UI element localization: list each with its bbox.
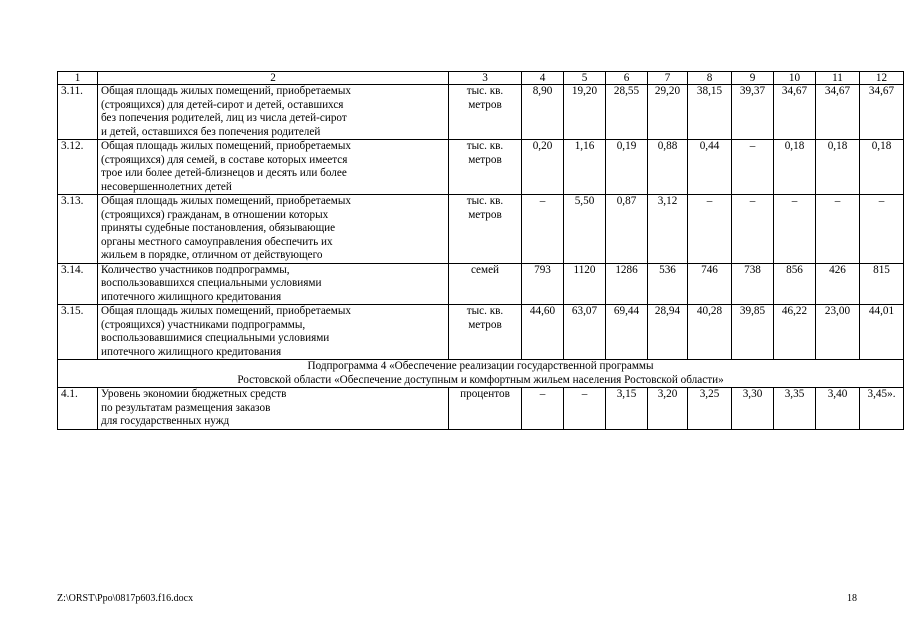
value-cell: 28,55 bbox=[606, 85, 648, 140]
value-cell: 1120 bbox=[564, 263, 606, 305]
value-cell: 34,67 bbox=[774, 85, 816, 140]
value-cell: 0,18 bbox=[860, 140, 904, 195]
table-row bbox=[58, 85, 904, 140]
value-cell: 746 bbox=[688, 263, 732, 305]
value-cell: 3,15 bbox=[606, 388, 648, 430]
value-cell: – bbox=[732, 140, 774, 195]
value-cell: 34,67 bbox=[860, 85, 904, 140]
text-line: трое или более детей-близнецов и десять или более bbox=[101, 167, 347, 179]
value-cell: 19,20 bbox=[564, 85, 606, 140]
document-path: Z:\ORST\Ppo\0817p603.f16.docx bbox=[57, 593, 194, 604]
text-line: Общая площадь жилых помещений, приобретаемых bbox=[101, 85, 351, 97]
text-line: тыс. кв. bbox=[466, 140, 504, 152]
value-cell: 1,16 bbox=[564, 140, 606, 195]
text-line: без попечения родителей, лиц из числа детей-сирот bbox=[101, 112, 347, 124]
value-cell: 5,50 bbox=[564, 195, 606, 264]
value-cell: 0,19 bbox=[606, 140, 648, 195]
header-cell: 11 bbox=[816, 72, 860, 85]
text-line: (строящихся) для детей-сирот и детей, оставшихся bbox=[101, 98, 344, 111]
text-line: Ростовской области «Обеспечение доступным и комфортным жильем населения Ростовской области» bbox=[237, 373, 724, 386]
indicator-description bbox=[98, 388, 449, 430]
value-cell: 3,45». bbox=[860, 388, 904, 430]
table-row bbox=[58, 263, 904, 305]
indicator-description bbox=[98, 140, 449, 195]
value-cell: 39,37 bbox=[732, 85, 774, 140]
value-cell: 0,44 bbox=[688, 140, 732, 195]
text-line: для государственных нужд bbox=[101, 415, 230, 427]
header-cell: 2 bbox=[98, 72, 449, 85]
value-cell: 738 bbox=[732, 263, 774, 305]
text-line: Общая площадь жилых помещений, приобретаемых bbox=[101, 195, 351, 207]
value-cell: 0,87 bbox=[606, 195, 648, 264]
text-line: ипотечного жилищного кредитования bbox=[101, 345, 282, 358]
row-number: 4.1. bbox=[58, 388, 98, 430]
value-cell: 39,85 bbox=[732, 305, 774, 360]
indicator-description bbox=[98, 85, 449, 140]
text-line: (строящихся) для семей, в составе которых имеется bbox=[101, 153, 348, 166]
header-cell: 8 bbox=[688, 72, 732, 85]
text-line: метров bbox=[468, 98, 502, 111]
text-line: Общая площадь жилых помещений, приобретаемых bbox=[101, 140, 351, 152]
text-line: несовершеннолетних детей bbox=[101, 180, 232, 193]
value-cell: 34,67 bbox=[816, 85, 860, 140]
header-cell: 5 bbox=[564, 72, 606, 85]
value-cell: – bbox=[522, 388, 564, 430]
value-cell: – bbox=[774, 195, 816, 264]
value-cell: 793 bbox=[522, 263, 564, 305]
row-number: 3.12. bbox=[58, 140, 98, 195]
table-row bbox=[58, 388, 904, 430]
subprogram-heading-row bbox=[58, 360, 904, 388]
text-line: Количество участников подпрограммы, bbox=[101, 263, 290, 276]
text-line: по результатам размещения заказов bbox=[101, 401, 271, 414]
header-cell: 9 bbox=[732, 72, 774, 85]
value-cell: – bbox=[860, 195, 904, 264]
value-cell: 8,90 bbox=[522, 85, 564, 140]
value-cell: 0,18 bbox=[774, 140, 816, 195]
value-cell: 38,15 bbox=[688, 85, 732, 140]
page-number: 18 bbox=[847, 593, 857, 604]
text-line: тыс. кв. bbox=[466, 305, 504, 317]
value-cell: 44,01 bbox=[860, 305, 904, 360]
value-cell: 815 bbox=[860, 263, 904, 305]
value-cell: 3,25 bbox=[688, 388, 732, 430]
column-number-row bbox=[58, 72, 904, 85]
value-cell: 0,18 bbox=[816, 140, 860, 195]
header-cell: 12 bbox=[860, 72, 904, 85]
header-cell: 4 bbox=[522, 72, 564, 85]
value-cell: 69,44 bbox=[606, 305, 648, 360]
value-cell: 40,28 bbox=[688, 305, 732, 360]
text-line: воспользовавшихся специальными условиями bbox=[101, 277, 322, 289]
table-row bbox=[58, 305, 904, 360]
value-cell: 0,20 bbox=[522, 140, 564, 195]
value-cell: – bbox=[688, 195, 732, 264]
value-cell: 3,40 bbox=[816, 388, 860, 430]
indicator-description bbox=[98, 263, 449, 305]
text-line: органы местного самоуправления обеспечить их bbox=[101, 235, 333, 248]
value-cell: 3,12 bbox=[648, 195, 688, 264]
table-row bbox=[58, 195, 904, 264]
value-cell: 1286 bbox=[606, 263, 648, 305]
value-cell: 426 bbox=[816, 263, 860, 305]
text-line: семей bbox=[470, 263, 500, 276]
text-line: метров bbox=[468, 208, 502, 221]
text-line: метров bbox=[468, 318, 502, 331]
value-cell: 856 bbox=[774, 263, 816, 305]
row-number: 3.15. bbox=[58, 305, 98, 360]
text-line: и детей, оставшихся без попечения родителей bbox=[101, 125, 321, 138]
value-cell: 0,88 bbox=[648, 140, 688, 195]
value-cell: – bbox=[816, 195, 860, 264]
indicator-description bbox=[98, 195, 449, 264]
subprogram-heading bbox=[58, 360, 904, 388]
value-cell: 63,07 bbox=[564, 305, 606, 360]
text-line: Общая площадь жилых помещений, приобретаемых bbox=[101, 305, 351, 317]
row-number: 3.11. bbox=[58, 85, 98, 140]
unit-of-measure bbox=[449, 388, 522, 430]
row-number: 3.13. bbox=[58, 195, 98, 264]
value-cell: 3,20 bbox=[648, 388, 688, 430]
header-cell: 10 bbox=[774, 72, 816, 85]
text-line: ипотечного жилищного кредитования bbox=[101, 290, 282, 303]
indicator-description bbox=[98, 305, 449, 360]
unit-of-measure bbox=[449, 85, 522, 140]
text-line: воспользовавшимися специальными условиями bbox=[101, 332, 330, 344]
value-cell: 29,20 bbox=[648, 85, 688, 140]
value-cell: 28,94 bbox=[648, 305, 688, 360]
unit-of-measure bbox=[449, 263, 522, 305]
value-cell: – bbox=[732, 195, 774, 264]
text-line: (строящихся) участниками подпрограммы, bbox=[101, 318, 306, 331]
value-cell: 44,60 bbox=[522, 305, 564, 360]
table-row bbox=[58, 140, 904, 195]
value-cell: 23,00 bbox=[816, 305, 860, 360]
indicators-table bbox=[57, 71, 904, 430]
value-cell: – bbox=[564, 388, 606, 430]
text-line: тыс. кв. bbox=[466, 195, 504, 207]
text-line: жильем в порядке, отличном от действующего bbox=[101, 249, 323, 261]
value-cell: 3,35 bbox=[774, 388, 816, 430]
header-cell: 3 bbox=[449, 72, 522, 85]
text-line: приняты судебные постановления, обязывающие bbox=[101, 222, 336, 234]
unit-of-measure bbox=[449, 195, 522, 264]
value-cell: 46,22 bbox=[774, 305, 816, 360]
text-line: тыс. кв. bbox=[466, 85, 504, 97]
text-line: Уровень экономии бюджетных средств bbox=[101, 388, 287, 400]
unit-of-measure bbox=[449, 140, 522, 195]
header-cell: 1 bbox=[58, 72, 98, 85]
value-cell: 536 bbox=[648, 263, 688, 305]
text-line: Подпрограмма 4 «Обеспечение реализации государственной программы bbox=[307, 360, 654, 372]
text-line: процентов bbox=[460, 388, 510, 400]
header-cell: 6 bbox=[606, 72, 648, 85]
row-number: 3.14. bbox=[58, 263, 98, 305]
text-line: (строящихся) гражданам, в отношении которых bbox=[101, 208, 329, 221]
header-cell: 7 bbox=[648, 72, 688, 85]
value-cell: 3,30 bbox=[732, 388, 774, 430]
text-line: метров bbox=[468, 153, 502, 166]
unit-of-measure bbox=[449, 305, 522, 360]
value-cell: – bbox=[522, 195, 564, 264]
